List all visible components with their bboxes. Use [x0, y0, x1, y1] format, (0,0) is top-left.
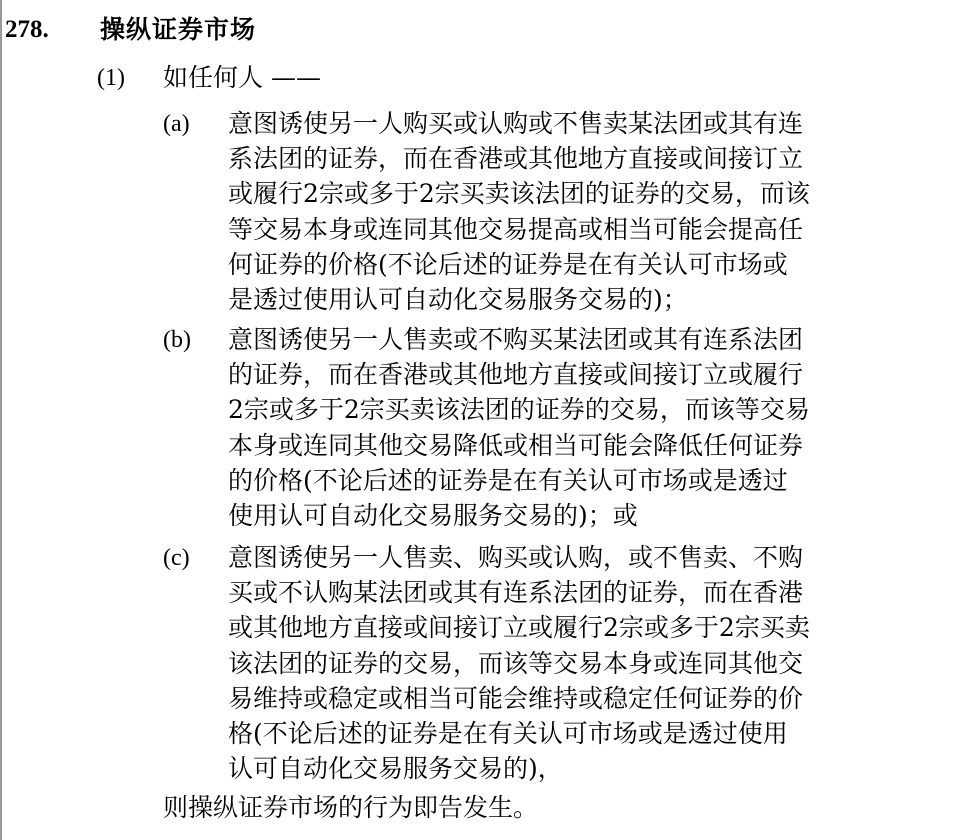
- section-number: 278.: [5, 16, 49, 43]
- subsection-number: (1): [97, 65, 125, 91]
- paragraph-c-text: 意图诱使另一人售卖、购买或认购，或不售卖、不购 买或不认购某法团或其有连系法团的证券，而在香港 或其他地方直接或间接订立或履行2宗或多于2宗买卖 该法团的证券的交易，而该等交易本身或连同其他交 易维持或稳定或相当可能会维持或稳定任何证券的价 格(不论后述的证券是在有关认可市场或是透过使用 认可自动化交易服务交易的)，: [228, 543, 810, 784]
- page-left-border: [0, 0, 2, 840]
- paragraph-a-label: (a): [163, 111, 190, 137]
- paragraph-a-text: 意图诱使另一人购买或认购或不售卖某法团或其有连 系法团的证券，而在香港或其他地方直接或间接订立 或履行2宗或多于2宗买卖该法团的证券的交易，而该 等交易本身或连同其他交易提高或相当可能会提高任 何证券的价格(不论后述的证券是在有关认可市场或 是透过使用认可自动化交易服务交易的)；: [228, 109, 810, 315]
- paragraph-b-text: 意图诱使另一人售卖或不购买某法团或其有连系法团 的证券，而在香港或其他地方直接或间接订立或履行 2宗或多于2宗买卖该法团的证券的交易，而该等交易 本身或连同其他交易降低或相当可能会降低任何证券 的价格(不论后述的证券是在有关认可市场或是透过 使用认可自动化交易服务交易的)；或: [228, 325, 810, 531]
- closing-statement: 则操纵证券市场的行为即告发生。: [163, 793, 539, 822]
- paragraph-c-label: (c): [163, 545, 190, 571]
- subsection-lead-text: 如任何人 ——: [163, 63, 321, 92]
- section-title: 操纵证券市场: [100, 15, 257, 44]
- paragraph-b-label: (b): [163, 327, 191, 353]
